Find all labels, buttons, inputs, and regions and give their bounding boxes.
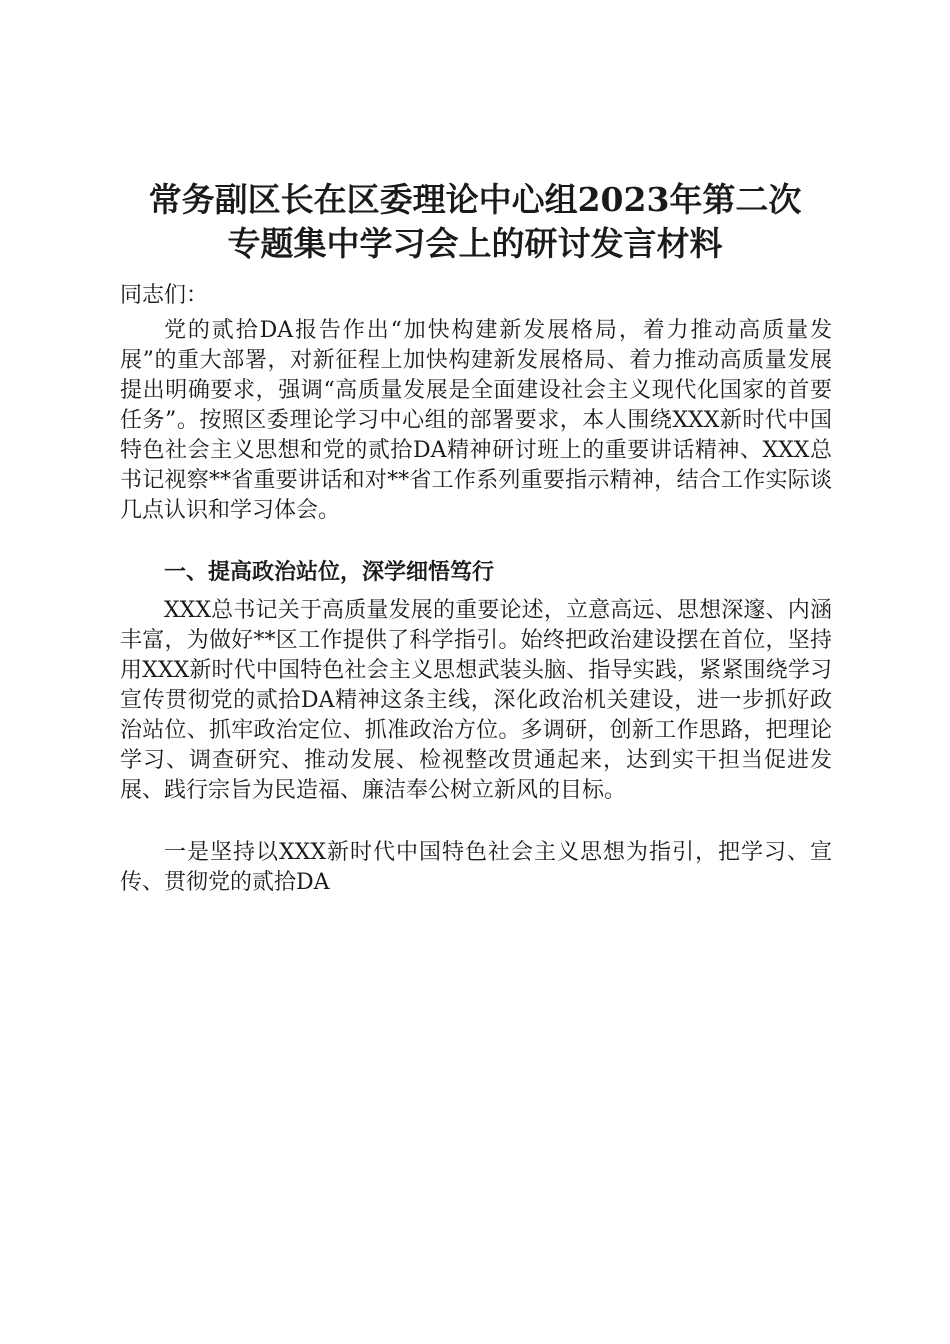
salutation: 同志们： xyxy=(120,283,209,308)
title-line-2: 专题集中学习会上的研讨发言材料 xyxy=(227,224,723,263)
title-line-1: 常务副区长在区委理论中心组2023年第二次 xyxy=(148,180,802,219)
paragraph-section-1: XXX总书记关于高质量发展的重要论述，立意高远、思想深邃、内涵丰富，为做好**区工作提供了科学指引。始终把政治建设摆在首位，坚持用XXX新时代中国特色社会主义思想武装头脑、指导实践，紧紧围绕学习宣传贯彻党的贰拾DA精神这条主线，深化政治机关建设，进一步抓好政治站位、抓牢政治定位、抓准政治方位。多调研，创新工作思路，把理论学习、调查研究、推动发展、检视整改贯通起来，达到实干担当促进发展、践行宗旨为民造福、廉洁奉公树立新风的目标。 xyxy=(120,598,832,803)
document-title xyxy=(100,178,850,266)
paragraph-intro: 党的贰拾DA报告作出“加快构建新发展格局，着力推动高质量发展”的重大部署，对新征程上加快构建新发展格局、着力推动高质量发展提出明确要求，强调“高质量发展是全面建设社会主义现代化国家的首要任务”。按照区委理论学习中心组的部署要求，本人围绕XXX新时代中国特色社会主义思想和党的贰拾DA精神研讨班上的重要讲话精神、XXX总书记视察**省重要讲话和对**省工作系列重要指示精神，结合工作实际谈几点认识和学习体会。 xyxy=(120,318,832,523)
paragraph-point-1: 一是坚持以XXX新时代中国特色社会主义思想为指引，把学习、宣传、贯彻党的贰拾DA xyxy=(120,840,832,895)
section-heading-1: 一、提高政治站位，深学细悟笃行 xyxy=(164,560,495,585)
